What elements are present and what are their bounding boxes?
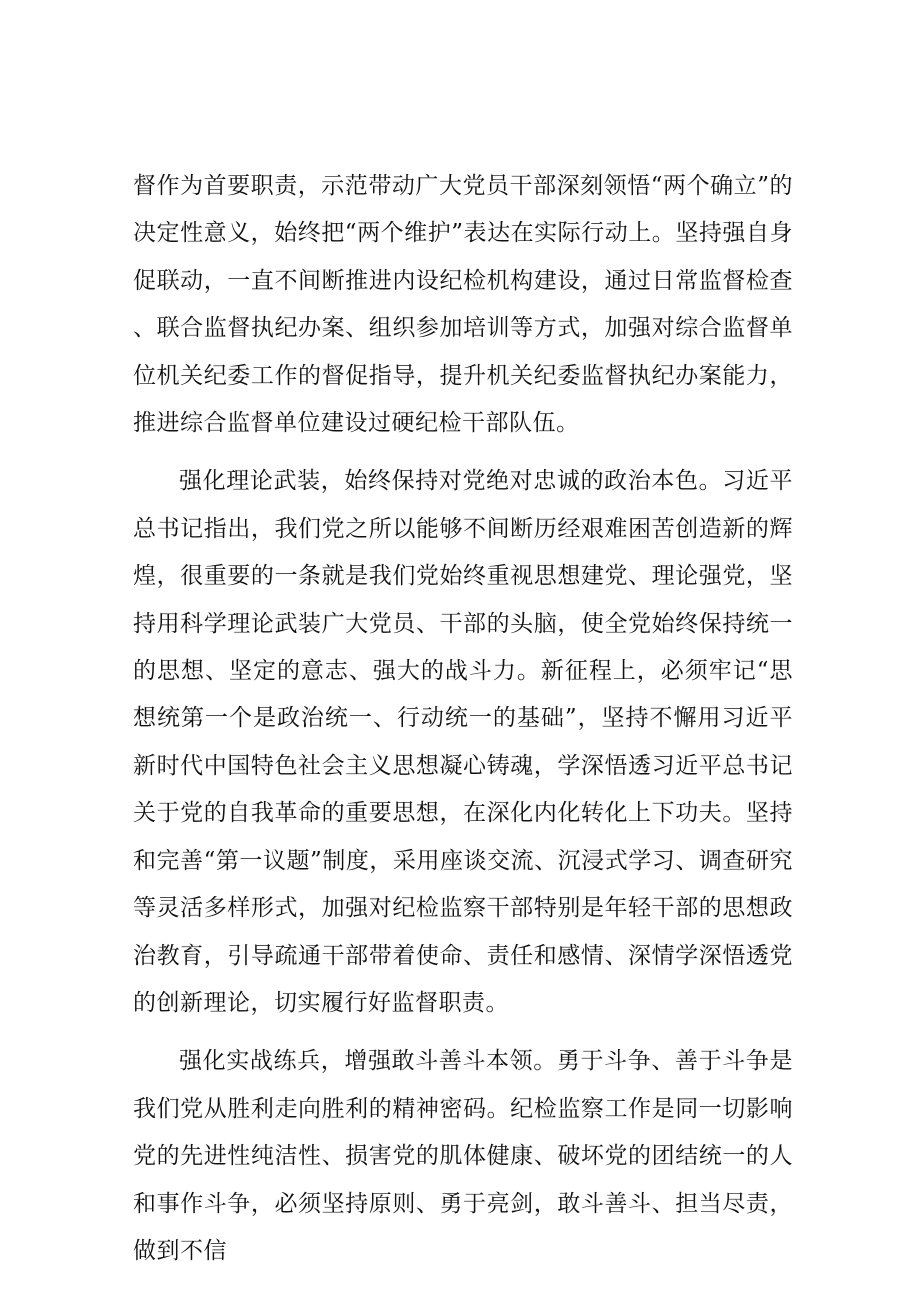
paragraph-2: 强化理论武装，始终保持对党绝对忠诚的政治本色。习近平总书记指出，我们党之所以能够不间断历经艰难困苦创造新的辉煌，很重要的一条就是我们党始终重视思想建党、理论强党，坚持用科学理论武装广大党员、干部的头脑，使全党始终保持统一的思想、坚定的意志、强大的战斗力。新征程上，必须牢记“思想统第一个是政治统一、行动统一的基础”，坚持不懈用习近平新时代中国特色社会主义思想凝心铸魂，学深悟透习近平总书记关于党的自我革命的重要思想，在深化内化转化上下功夫。坚持和完善“第一议题”制度，采用座谈交流、沉浸式学习、调查研究等灵活多样形式，加强对纪检监察干部特别是年轻干部的思想政治教育，引导疏通干部带着使命、责任和感情、深情学深悟透党的创新理论，切实履行好监督职责。	[133, 468, 793, 1016]
paragraph-1: 督作为首要职责，示范带动广大党员干部深刻领悟“两个确立”的决定性意义，始终把“两个维护”表达在实际行动上。坚持强自身促联动，一直不间断推进内设纪检机构建设，通过日常监督检查、联合监督执纪办案、组织参加培训等方式，加强对综合监督单位机关纪委工作的督促指导，提升机关纪委监督执纪办案能力，推进综合监督单位建设过硬纪检干部队伍。	[133, 173, 793, 437]
paragraph-3: 强化实战练兵，增强敢斗善斗本领。勇于斗争、善于斗争是我们党从胜利走向胜利的精神密码。纪检监察工作是同一切影响党的先进性纯洁性、损害党的肌体健康、破坏党的团结统一的人和事作斗争，必须坚持原则、勇于亮剑，敢斗善斗、担当尽责，做到不信	[133, 1048, 793, 1264]
document-body	[133, 163, 793, 1275]
